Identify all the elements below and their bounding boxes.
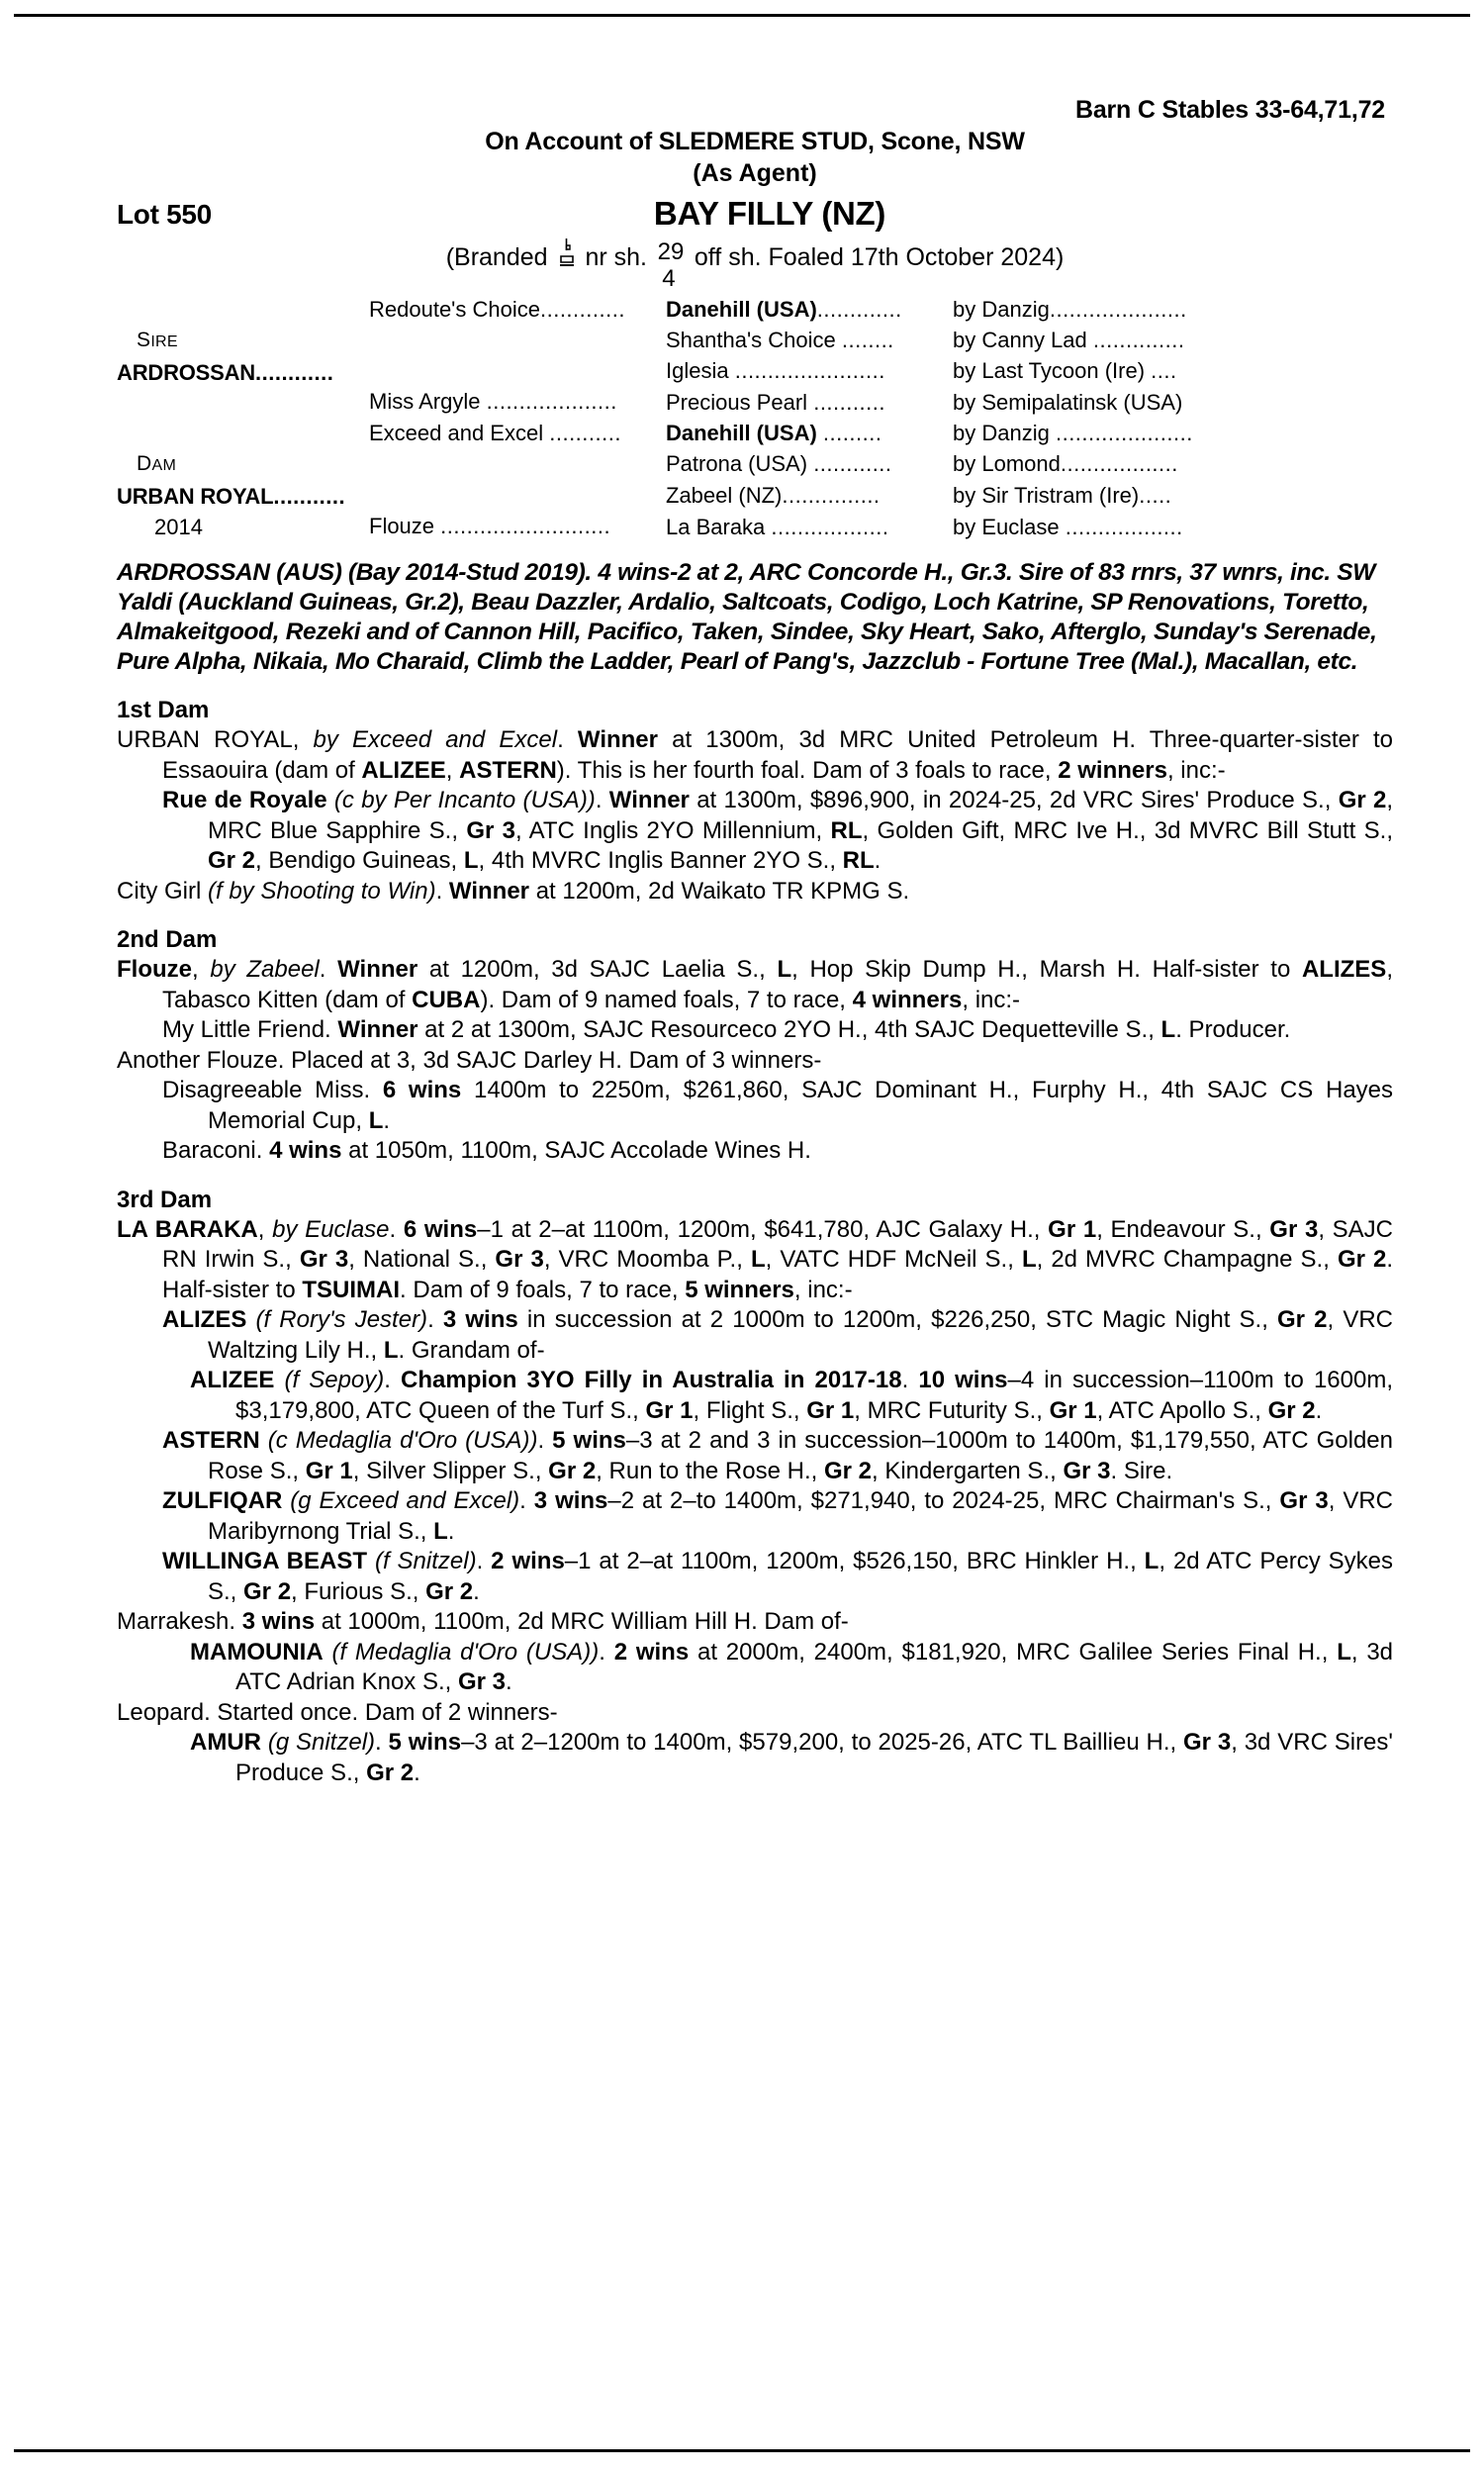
pedigree-entry: ZULFIQAR (g Exceed and Excel). 3 wins–2 at 2–to 1400m, $271,940, to 2024-25, MRC Chairman's S., Gr 3, VRC Maribyrnong Trial S., L.: [162, 1487, 1393, 1545]
sire-label: [117, 325, 369, 357]
bottom-rule: [14, 2449, 1470, 2452]
gp-cell: La Baraka ..................: [666, 514, 889, 539]
dam-section-heading: 1st Dam: [117, 697, 210, 724]
dam-name: URBAN ROYAL...........: [117, 484, 346, 510]
pedigree-table: [117, 294, 1393, 542]
as-agent-line: (As Agent): [693, 159, 817, 187]
pedigree-entry: URBAN ROYAL, by Exceed and Excel. Winner at 1300m, 3d MRC United Petroleum H. Three-quarter-sister to Essaouira (dam of ALIZEE, ASTERN). This is her fourth foal. Dam of 3 foals to race, 2 winners, inc:-: [117, 726, 1393, 784]
ggp-cell: by Last Tycoon (Ire) ....: [953, 358, 1177, 384]
pedigree-entry: LA BARAKA, by Euclase. 6 wins–1 at 2–at 1100m, 1200m, $641,780, AJC Galaxy H., Gr 1, Endeavour S., Gr 3, SAJC RN Irwin S., Gr 3, National S., Gr 3, VRC Moomba P., L, VATC HDF McNeil S., L, 2d MVRC Champagne S., Gr 2. Half-sister to TSUIMAI. Dam of 9 foals, 7 to race, 5 winners, inc:-: [117, 1215, 1394, 1303]
dam-families: [117, 697, 1393, 1788]
dam-section-body: [117, 1215, 1393, 1789]
pedigree-entry: Rue de Royale (c by Per Incanto (USA)). Winner at 1300m, $896,900, in 2024-25, 2d VRC Sires' Produce S., Gr 2, MRC Blue Sapphire S., Gr 3, ATC Inglis 2YO Millennium, RL, Golden Gift, MRC Ive H., 3d MVRC Bill Stutt S., Gr 2, Bendigo Guineas, L, 4th MVRC Inglis Banner 2YO S., RL.: [162, 787, 1394, 875]
brand-mark-icon: [557, 244, 577, 270]
pedigree-entry: My Little Friend. Winner at 2 at 1300m, SAJC Resourceco 2YO H., 4th SAJC Dequetteville S., L. Producer.: [162, 1016, 1291, 1044]
branding-line: [117, 238, 1393, 292]
gp-cell: Iglesia .......................: [666, 358, 885, 384]
ggp-cell: by Sir Tristram (Ire).....: [953, 483, 1172, 509]
ggp-cell: by Lomond..................: [953, 451, 1178, 477]
dam-foaling-year: 2014: [154, 515, 203, 540]
pedigree-entry: ASTERN (c Medaglia d'Oro (USA)). 5 wins–3 at 2 and 3 in succession–1000m to 1400m, $1,179,550, ATC Golden Rose S., Gr 1, Silver Slipper S., Gr 2, Run to the Rose H., Gr 2, Kindergarten S., Gr 3. Sire.: [162, 1427, 1393, 1484]
page-title: BAY FILLY (NZ): [653, 195, 886, 232]
dam-sire-cell: [369, 418, 666, 480]
pedigree-entry: City Girl (f by Shooting to Win). Winner at 1200m, 2d Waikato TR KPMG S.: [117, 877, 910, 904]
dam-dam-name: Flouze ..........................: [369, 514, 611, 539]
dam-section-body: [117, 955, 1393, 1167]
sire-summary-paragraph: ARDROSSAN (AUS) (Bay 2014-Stud 2019). 4 wins-2 at 2, ARC Concorde H., Gr.3. Sire of 83 rnrs, 37 wnrs, inc. SW Yaldi (Auckland Guineas, Gr.2), Beau Dazzler, Ardalio, Saltcoats, Codigo, Loch Katrine, SP Renovations, Toretto, Almakeitgood, Rezeki and of Cannon Hill, Pacifico, Taken, Sindee, Sky Heart, Sako, Afterglo, Sunday's Serenade, Pure Alpha, Nikaia, Mo Charaid, Climb the Ladder, Pearl of Pang's, Jazzclub - Fortune Tree (Mal.), Macallan, etc.: [117, 559, 1377, 676]
top-rule: [14, 14, 1470, 17]
ggp-cell: by Danzig .....................: [953, 420, 1193, 445]
pedigree-entry: Marrakesh. 3 wins at 1000m, 1100m, 2d MRC William Hill H. Dam of-: [117, 1608, 849, 1636]
dam-label-smallcaps: AM: [151, 456, 177, 474]
ggp-cell: by Semipalatinsk (USA): [953, 389, 1183, 415]
dam-section-body: [117, 725, 1393, 906]
gp-cell: Danehill (USA).............: [666, 297, 902, 322]
sire-label-cell: [117, 294, 369, 418]
page-content: [117, 95, 1393, 1788]
pedigree-entry: AMUR (g Snitzel). 5 wins–3 at 2–1200m to 1400m, $579,200, to 2025-26, ATC TL Baillieu H., Gr 3, 3d VRC Sires' Produce S., Gr 2.: [190, 1729, 1393, 1786]
dam-section-heading: 3rd Dam: [117, 1186, 213, 1213]
pedigree-entry: Baraconi. 4 wins at 1050m, 1100m, SAJC Accolade Wines H.: [162, 1137, 811, 1165]
lot-number: Lot 550: [117, 199, 212, 230]
pedigree-entry: ALIZEE (f Sepoy). Champion 3YO Filly in Australia in 2017-18. 10 wins–4 in succession–1100m to 1600m, $3,179,800, ATC Queen of the Turf S., Gr 1, Flight S., Gr 1, MRC Futurity S., Gr 1, ATC Apollo S., Gr 2.: [190, 1367, 1393, 1424]
branded-near-shoulder-label: nr sh.: [585, 243, 647, 271]
sire-dam-name: Miss Argyle ....................: [369, 389, 617, 415]
sire-sire-cell: [369, 294, 666, 355]
brand-numerator: 29: [657, 238, 685, 265]
sire-name-leaders: ............: [255, 360, 334, 386]
pedigree-entry: ALIZES (f Rory's Jester). 3 wins in succession at 2 1000m to 1200m, $226,250, STC Magic Night S., Gr 2, VRC Waltzing Lily H., L. Grandam of-: [162, 1306, 1394, 1364]
dam-dam-cell: [369, 480, 666, 542]
sire-dam-cell: [369, 355, 666, 417]
sire-name: ARDROSSAN............: [117, 360, 334, 386]
dam-name-leaders: ...........: [273, 484, 346, 510]
sire-sire-name: Redoute's Choice.............: [369, 297, 625, 322]
pedigree-entry: MAMOUNIA (f Medaglia d'Oro (USA)). 2 wins at 2000m, 2400m, $181,920, MRC Galilee Series Final H., L, 3d ATC Adrian Knox S., Gr 3.: [190, 1638, 1394, 1696]
dam-label: [117, 448, 369, 481]
ggp-cell: by Euclase ..................: [953, 514, 1183, 539]
branded-suffix: off sh. Foaled 17th October 2024): [694, 243, 1065, 271]
branded-prefix: (Branded: [445, 243, 548, 271]
pedigree-entry: Another Flouze. Placed at 3, 3d SAJC Darley H. Dam of 3 winners-: [117, 1046, 822, 1074]
dam-sire-name: Exceed and Excel ...........: [369, 420, 621, 445]
brand-denominator: 4: [662, 265, 676, 292]
gp-cell: Patrona (USA) ............: [666, 451, 892, 477]
lot-title-row: [117, 195, 1393, 238]
sire-label-cap: S: [137, 329, 151, 351]
barn-stables-line: Barn C Stables 33-64,71,72: [1074, 96, 1385, 124]
gp-cell: Precious Pearl ...........: [666, 389, 885, 415]
ggp-cell: by Danzig.....................: [953, 297, 1187, 322]
pedigree-entry: Leopard. Started once. Dam of 2 winners-: [117, 1698, 558, 1726]
dam-section-heading: 2nd Dam: [117, 926, 218, 954]
vendor-account-line: On Account of SLEDMERE STUD, Scone, NSW: [485, 128, 1025, 155]
sire-label-smallcaps: IRE: [150, 333, 178, 350]
pedigree-entry: Disagreeable Miss. 6 wins 1400m to 2250m, $261,860, SAJC Dominant H., Furphy H., 4th SAJC CS Hayes Memorial Cup, L.: [162, 1077, 1394, 1134]
pedigree-entry: WILLINGA BEAST (f Snitzel). 2 wins–1 at 2–at 1100m, 1200m, $526,150, BRC Hinkler H., L, 2d ATC Percy Sykes S., Gr 2, Furious S., Gr 2.: [162, 1548, 1394, 1605]
gp-cell: Danehill (USA) .........: [666, 420, 882, 445]
pedigree-entry: Flouze, by Zabeel. Winner at 1200m, 3d SAJC Laelia S., L, Hop Skip Dump H., Marsh H. Half-sister to ALIZES, Tabasco Kitten (dam of CUBA). Dam of 9 named foals, 7 to race, 4 winners, inc:-: [117, 956, 1393, 1013]
gp-cell: Zabeel (NZ)...............: [666, 483, 881, 509]
dam-label-cell: [117, 418, 369, 543]
dam-label-cap: D: [137, 451, 152, 475]
ggp-cell: by Canny Lad ..............: [953, 328, 1185, 353]
gp-cell: Shantha's Choice ........: [666, 328, 894, 353]
